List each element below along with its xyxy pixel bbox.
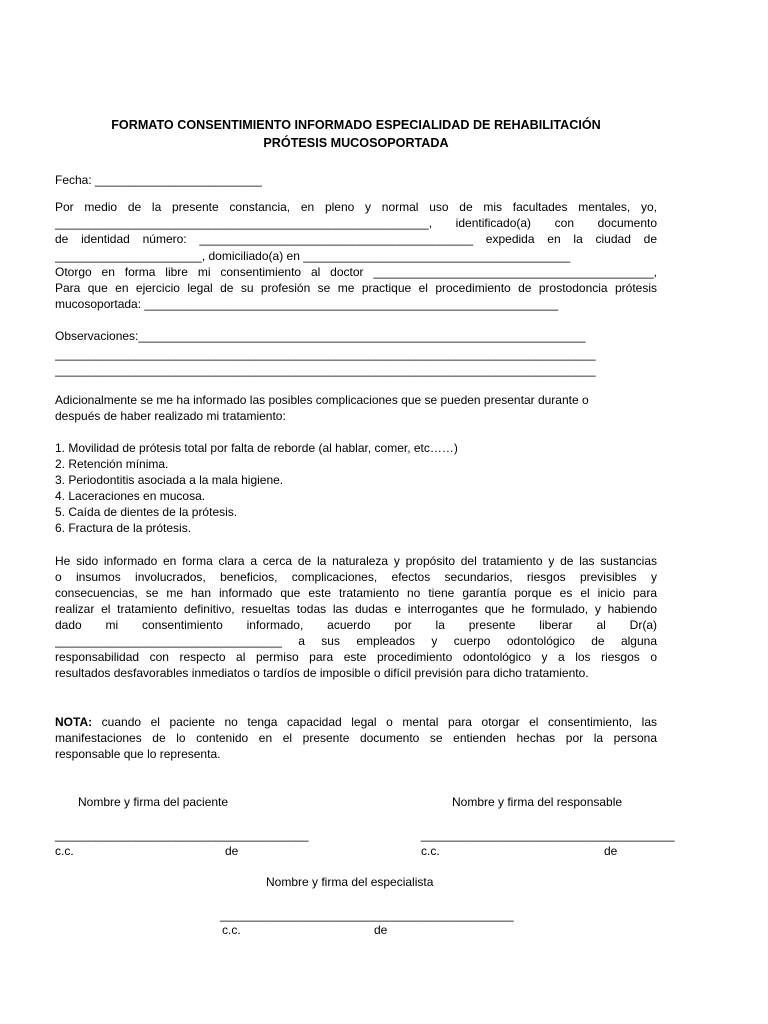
- consent-line: de identidad número: _________________________________________ expedida en la ciudad de: [55, 232, 657, 246]
- document-title-line-2: PRÓTESIS MUCOSOPORTADA: [263, 136, 449, 150]
- signature-line: ______________________________________: [421, 828, 675, 842]
- de-label: de: [374, 923, 388, 937]
- consent-line: Para que en ejercicio legal de su profesión se me practique el procedimiento de prostodoncia prótesis: [55, 281, 657, 295]
- intro-line: después de haber realizado mi tratamiento:: [55, 409, 286, 423]
- cc-label: c.c.: [222, 923, 241, 937]
- informed-line: responsabilidad con respecto al permiso para este procedimiento odontológico y a los riesgos o: [55, 650, 657, 664]
- nota-line: [55, 714, 657, 730]
- informed-line: resultados desfavorables inmediatos o tardíos de imposible o difícil previsión para dicho tratamiento.: [55, 666, 589, 680]
- cc-label: c.c.: [421, 844, 440, 858]
- nota-label: NOTA:: [55, 715, 93, 729]
- informed-line: dado mi consentimiento informado, acuerdo por la presente liberar al Dr(a): [55, 618, 657, 632]
- list-item: 3. Periodontitis asociada a la mala higiene.: [55, 473, 284, 487]
- cc-label: c.c.: [55, 844, 74, 858]
- informed-line: consecuencias, se me han informado que este tratamiento no tiene garantía porque es el inicio para: [55, 586, 657, 600]
- de-label: de: [225, 844, 239, 858]
- signature-label: Nombre y firma del responsable: [452, 795, 623, 809]
- de-label: de: [604, 844, 618, 858]
- nota-line: manifestaciones de lo contenido en el presente documento se entienden hechas por la persona: [55, 731, 657, 745]
- signature-label: Nombre y firma del especialista: [266, 875, 434, 889]
- informed-line: __________________________________ a sus empleados y cuerpo odontológico de alguna: [55, 634, 657, 648]
- observaciones-line: _________________________________________________________________________________: [55, 347, 596, 361]
- signature-line: ______________________________________: [55, 828, 309, 842]
- informed-line: o insumos involucrados, beneficios, complicaciones, efectos secundarios, riesgos previsibles y: [55, 570, 657, 584]
- list-item: 2. Retención mínima.: [55, 457, 169, 471]
- nota-line: responsable que lo representa.: [55, 747, 221, 761]
- fecha-field: Fecha: _________________________: [55, 173, 262, 187]
- observaciones-line: _________________________________________________________________________________: [55, 363, 596, 377]
- consent-line: Otorgo en forma libre mi consentimiento al doctor __________________________________________,: [55, 265, 657, 279]
- document-title-line-1: FORMATO CONSENTIMIENTO INFORMADO ESPECIALIDAD DE REHABILITACIÓN: [111, 118, 601, 132]
- nota-text: cuando el paciente no tenga capacidad legal o mental para otorgar el consentimiento, las: [92, 715, 657, 729]
- list-item: 4. Laceraciones en mucosa.: [55, 489, 206, 503]
- consent-line: Por medio de la presente constancia, en pleno y normal uso de mis facultades mentales, yo,: [55, 200, 657, 214]
- signature-label: Nombre y firma del paciente: [78, 795, 229, 809]
- informed-line: He sido informado en forma clara a cerca de la naturaleza y propósito del tratamiento y de las sustancias: [55, 554, 657, 568]
- list-item: 5. Caída de dientes de la prótesis.: [55, 505, 238, 519]
- observaciones-line: Observaciones:___________________________________________________________________: [55, 329, 586, 343]
- signature-line: ____________________________________________: [220, 908, 514, 922]
- informed-line: realizar el tratamiento definitivo, resueltas todas las dudas e interrogantes que he formulado, y habiendo: [55, 602, 657, 616]
- intro-line: Adicionalmente se me ha informado las posibles complicaciones que se pueden presentar durante o: [55, 393, 589, 407]
- consent-line: mucosoportada: ______________________________________________________________: [55, 297, 559, 311]
- consent-line: ________________________________________________________, identificado(a) con documento: [55, 216, 657, 230]
- list-item: 6. Fractura de la prótesis.: [55, 521, 192, 535]
- consent-line: ______________________, domiciliado(a) en ________________________________________: [55, 249, 571, 263]
- list-item: 1. Movilidad de prótesis total por falta de reborde (al hablar, comer, etc……): [55, 441, 458, 455]
